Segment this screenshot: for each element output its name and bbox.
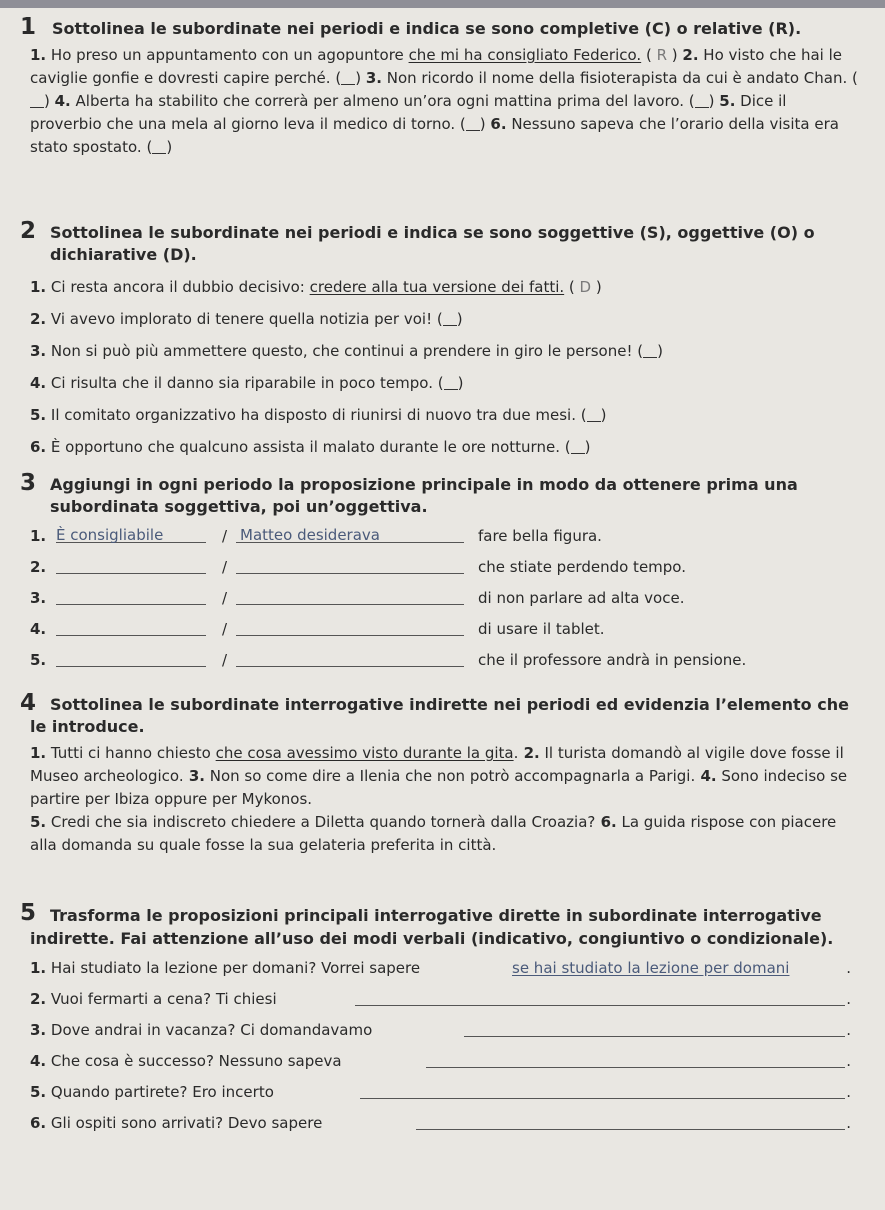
table-row: 3. Dove andrai in vacanza? Ci domandavamo .	[30, 1021, 851, 1039]
exercise-number: 3	[20, 470, 37, 496]
table-row: 4. Che cosa è successo? Nessuno sapeva .	[30, 1052, 851, 1070]
exercise-number: 5	[20, 900, 37, 926]
answer-blank[interactable]	[236, 604, 464, 605]
exercise-title: Sottolinea le subordinate nei periodi e indica se sono completive (C) o relative (R).	[52, 19, 802, 38]
answer-main-clause-oggettiva[interactable]: Matteo desiderava	[240, 526, 380, 544]
exercise-title: Sottolinea le subordinate interrogative indirette nei periodi ed evidenzia l’elemento che le introduce.	[30, 695, 849, 736]
underlined-subordinate: che cosa avessimo visto durante la gita	[215, 744, 514, 762]
answer-blank[interactable]	[236, 573, 464, 574]
list-item: 4. Ci risulta che il danno sia riparabile in poco tempo. ( )	[30, 374, 464, 392]
exercise-4	[20, 690, 859, 857]
exercise-1	[20, 14, 859, 159]
answer: D	[579, 278, 592, 296]
answer-blank[interactable]	[355, 1005, 845, 1006]
table-row: 2. / che stiate perdendo tempo.	[30, 558, 686, 576]
answer-blank[interactable]	[643, 342, 657, 358]
answer-blank[interactable]	[56, 666, 206, 667]
exercise-4-text: 1. Tutti ci hanno chiesto che cosa avessimo visto durante la gita. 2. Il turista domandò al vigile dove fosse il Museo archeologico. 3. Non so come dire a Ilenia che non potrò accompagnarla a Parigi. 4. Sono indeciso se partire per Ibiza oppure per Mykonos. 5. Credi che sia indiscreto chiedere a Diletta quando tornerà dalla Croazia? 6. La guida rispose con piacere alla domanda su quale fosse la sua gelateria preferita in città.	[30, 744, 848, 854]
answer-blank[interactable]	[360, 1098, 845, 1099]
exercise-3	[20, 470, 859, 679]
answer: R	[656, 46, 667, 64]
table-row: 1. Hai studiato la lezione per domani? Vorrei sapere se hai studiato la lezione per domani .	[30, 959, 851, 977]
answer-blank[interactable]	[56, 635, 206, 636]
answer-blank[interactable]	[152, 138, 166, 154]
underlined-subordinate: credere alla tua versione dei fatti.	[309, 278, 565, 296]
exercise-title: Sottolinea le subordinate nei periodi e indica se sono soggettive (S), oggettive (O) o dichiarative (D).	[50, 223, 815, 264]
answer-blank[interactable]	[56, 573, 206, 574]
answer-blank[interactable]	[56, 604, 206, 605]
answer-blank[interactable]	[341, 69, 355, 85]
answer-blank[interactable]	[426, 1067, 845, 1068]
underlined-subordinate: che mi ha consigliato Federico.	[408, 46, 642, 64]
list-item: 5. Il comitato organizzativo ha disposto di riunirsi di nuovo tra due mesi. ( )	[30, 406, 607, 424]
exercise-2-items	[20, 276, 859, 458]
table-row: 5. / che il professore andrà in pensione.	[30, 651, 747, 669]
exercise-5-rows	[20, 956, 859, 1142]
exercise-5	[20, 900, 859, 1142]
table-row: 4. / di usare il tablet.	[30, 620, 605, 638]
exercise-number: 1	[20, 14, 37, 40]
exercise-title: Aggiungi in ogni periodo la proposizione principale in modo da ottenere prima una subordinata soggettiva, poi un’oggettiva.	[50, 475, 798, 516]
answer-blank[interactable]	[695, 92, 709, 108]
answer-blank[interactable]	[30, 92, 44, 108]
list-item: 2. Vi avevo implorato di tenere quella notizia per voi! ( )	[30, 310, 463, 328]
answer-blank[interactable]	[444, 374, 458, 390]
answer-blank[interactable]	[443, 310, 457, 326]
exercise-number: 4	[20, 690, 37, 716]
answer-blank[interactable]	[466, 115, 480, 131]
answer-blank[interactable]	[236, 666, 464, 667]
answer-blank[interactable]	[571, 438, 585, 454]
table-row: 3. / di non parlare ad alta voce.	[30, 589, 685, 607]
answer-main-clause-soggettiva[interactable]: È consigliabile	[56, 526, 164, 544]
list-item: 6. È opportuno che qualcuno assista il malato durante le ore notturne. ( )	[30, 438, 591, 456]
answer-filled[interactable]: se hai studiato la lezione per domani	[512, 959, 790, 977]
answer-blank[interactable]	[464, 1036, 845, 1037]
answer-blank[interactable]	[587, 406, 601, 422]
table-row: 6. Gli ospiti sono arrivati? Devo sapere .	[30, 1114, 851, 1132]
answer-blank[interactable]	[416, 1129, 845, 1130]
exercise-2	[20, 218, 859, 458]
table-row: 2. Vuoi fermarti a cena? Ti chiesi .	[30, 990, 851, 1008]
exercise-number: 2	[20, 218, 37, 244]
exercise-3-rows	[20, 524, 859, 679]
list-item: 1. Ci resta ancora il dubbio decisivo: credere alla tua versione dei fatti. ( D )	[30, 278, 602, 296]
table-row: 1. È consigliabile / Matteo desiderava fare bella figura.	[30, 526, 602, 545]
list-item: 3. Non si può più ammettere questo, che continui a prendere in giro le persone! ( )	[30, 342, 663, 360]
answer-blank[interactable]	[236, 635, 464, 636]
table-row: 5. Quando partirete? Ero incerto .	[30, 1083, 851, 1101]
exercise-title: Trasforma le proposizioni principali interrogative dirette in subordinate interrogative indirette. Fai attenzione all’uso dei modi verbali (indicativo, congiuntivo o condizionale).	[30, 906, 834, 948]
exercise-1-text: 1. Ho preso un appuntamento con un agopuntore che mi ha consigliato Federico. ( R ) 2. Ho visto che hai le caviglie gonfie e dovresti capire perché. ( ) 3. Non ricordo il nome della fisioterapista da cui è andato Chan. () 4. Alberta ha stabilito che correrà per almeno un’ora ogni mattina prima del lavoro. ( ) 5. Dice il proverbio che una mela al giorno leva il medico di torno. ( ) 6. Nessuno sapeva che l’orario della visita era stato spostato. ( )	[30, 46, 858, 156]
